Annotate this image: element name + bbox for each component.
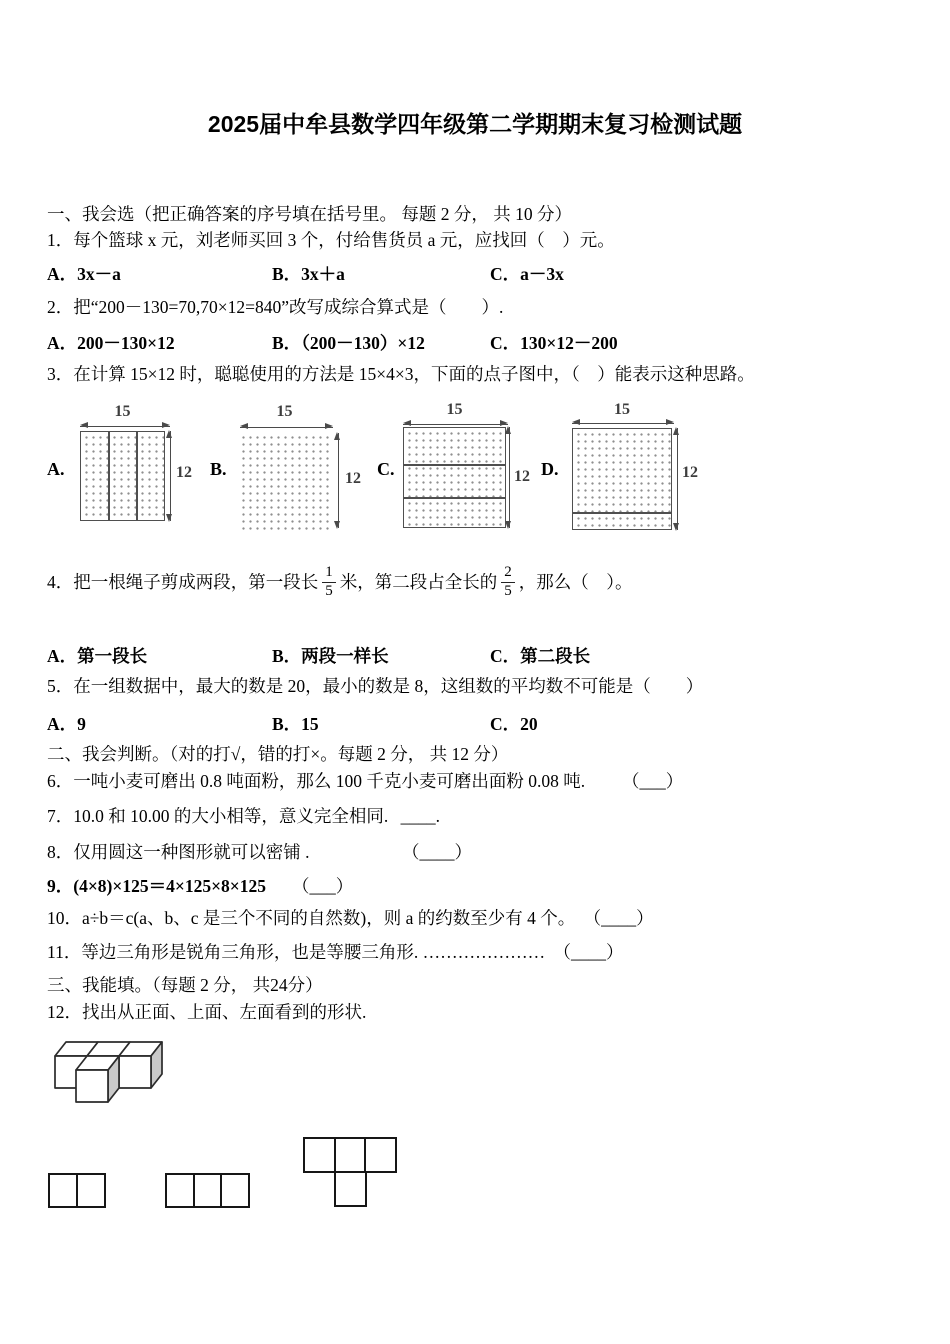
option-c: C．第二段长 [490, 646, 591, 666]
question-6-answer-blank: （___） [622, 771, 684, 791]
figure-d-dot-grid [572, 428, 672, 530]
section2-header: 二、我会判断。（对的打√，错的打×。每题 2 分， 共 12 分） [47, 744, 509, 764]
figure-b-height-label: 12 [345, 470, 361, 487]
grid-cell [364, 1137, 397, 1173]
question-2: 2．把“200－130=70,70×12=840”改写成综合算式是（ ）. [47, 297, 504, 317]
figure-d-width-label: 15 [614, 401, 630, 418]
question-11: 11．等边三角形是锐角三角形，也是等腰三角形. ………………… （____） [47, 942, 624, 962]
option-a: A．3x－a [47, 264, 121, 284]
option-c: C．130×12－200 [490, 333, 618, 353]
question-4-options [0, 643, 950, 667]
grid-cell [165, 1173, 195, 1208]
fraction-two-fifths: $\frac{2}{5}$ [501, 564, 515, 600]
option-b: B．（200－130）×12 [272, 333, 425, 353]
question-2-options [0, 330, 950, 354]
figure-b-width-label: 15 [276, 403, 293, 420]
figure-b-dot-grid [238, 432, 331, 530]
question-4-text-pre: 4．把一根绳子剪成两段，第一段长 [47, 571, 319, 592]
question-9: 9．(4×8)×125＝4×125×8×125 [47, 876, 267, 896]
question-8: 8．仅用圆这一种图形就可以密铺 . [47, 842, 310, 862]
figure-a-width-label: 15 [114, 403, 131, 420]
figure-c-width-arrow [403, 424, 508, 425]
figure-d-label: D. [541, 459, 559, 479]
section1-header: 一、我会选（把正确答案的序号填在括号里。 每题 2 分， 共 10 分） [47, 204, 572, 224]
grid-cell [334, 1137, 367, 1173]
figure-a-height-label: 12 [176, 464, 192, 481]
question-5: 5．在一组数据中，最大的数是 20，最小的数是 8，这组数的平均数不可能是（ ） [47, 676, 704, 696]
question-10: 10．a÷b＝c(a、b、c 是三个不同的自然数)，则 a 的约数至少有 4 个。 （____） [47, 908, 654, 928]
figure-a-height-arrow [170, 431, 171, 521]
figure-c-label: C. [377, 459, 395, 479]
option-a: A．200－130×12 [47, 333, 175, 353]
grid-cell [193, 1173, 223, 1208]
grid-cell [48, 1173, 78, 1208]
option-b: B．3x＋a [272, 264, 345, 284]
figure-b-width-arrow [240, 427, 333, 428]
question-5-options [0, 711, 950, 735]
view-shape-2x1 [48, 1173, 106, 1208]
option-b: B．两段一样长 [272, 646, 389, 666]
section3-header: 三、我能填。（每题 2 分， 共24分） [47, 975, 323, 995]
figure-c-height-label: 12 [514, 468, 530, 485]
grid-cell [303, 1137, 336, 1173]
question-7-answer-blank: ____. [400, 806, 440, 826]
cube-stack-figure [50, 1030, 180, 1115]
fraction-one-fifth: $\frac{1}{5}$ [322, 564, 336, 600]
figure-d-width-arrow [572, 423, 674, 424]
grid-cell [76, 1173, 106, 1208]
question-8-answer-blank: （____） [402, 842, 472, 862]
question-11-answer-blank: （____） [553, 942, 624, 962]
question-4 [47, 556, 633, 608]
option-c: C．20 [490, 714, 538, 734]
figure-b-label: B. [210, 459, 227, 479]
question-9-answer-blank: （___） [292, 876, 354, 896]
question-3: 3．在计算 15×12 时，聪聪使用的方法是 15×4×3，下面的点子图中，（ ）能表示这种思路。 [47, 364, 755, 384]
figure-b-height-arrow [338, 433, 339, 528]
figure-a-dot-grid [80, 431, 165, 521]
option-b: B．15 [272, 714, 319, 734]
question-1-options [0, 261, 950, 285]
dotted-leader: ………………… [422, 942, 546, 962]
question-10-answer-blank: （____） [583, 908, 654, 928]
option-a: A．9 [47, 714, 86, 734]
question-4-text-post: ，那么（ ）。 [518, 571, 633, 592]
figure-c-width-label: 15 [446, 401, 463, 418]
question-12: 12．找出从正面、上面、左面看到的形状. [47, 1002, 367, 1022]
figure-a-label: A. [47, 459, 65, 479]
figure-c-height-arrow [509, 427, 510, 528]
question-7: 7．10.0 和 10.00 的大小相等，意义完全相同. ____. [47, 806, 440, 826]
figure-d-height-label: 12 [682, 464, 698, 481]
figure-a-width-arrow [80, 426, 170, 427]
grid-cell [220, 1173, 250, 1208]
figure-d-height-arrow [677, 428, 678, 530]
option-c: C．a－3x [490, 264, 564, 284]
grid-cell [334, 1171, 367, 1207]
view-shape-3x1 [165, 1173, 250, 1208]
question-1: 1．每个篮球 x 元，刘老师买回 3 个，付给售货员 a 元，应找回（ ）元。 [47, 230, 615, 250]
page-title: 2025届中牟县数学四年级第二学期期末复习检测试题 [207, 111, 743, 137]
option-a: A．第一段长 [47, 646, 148, 666]
question-4-text-mid: 米，第二段占全长的 [339, 571, 498, 592]
figure-c-dot-grid [403, 427, 506, 528]
question-6: 6．一吨小麦可磨出 0.8 吨面粉，那么 100 千克小麦可磨出面粉 0.08 吨. [47, 771, 586, 791]
